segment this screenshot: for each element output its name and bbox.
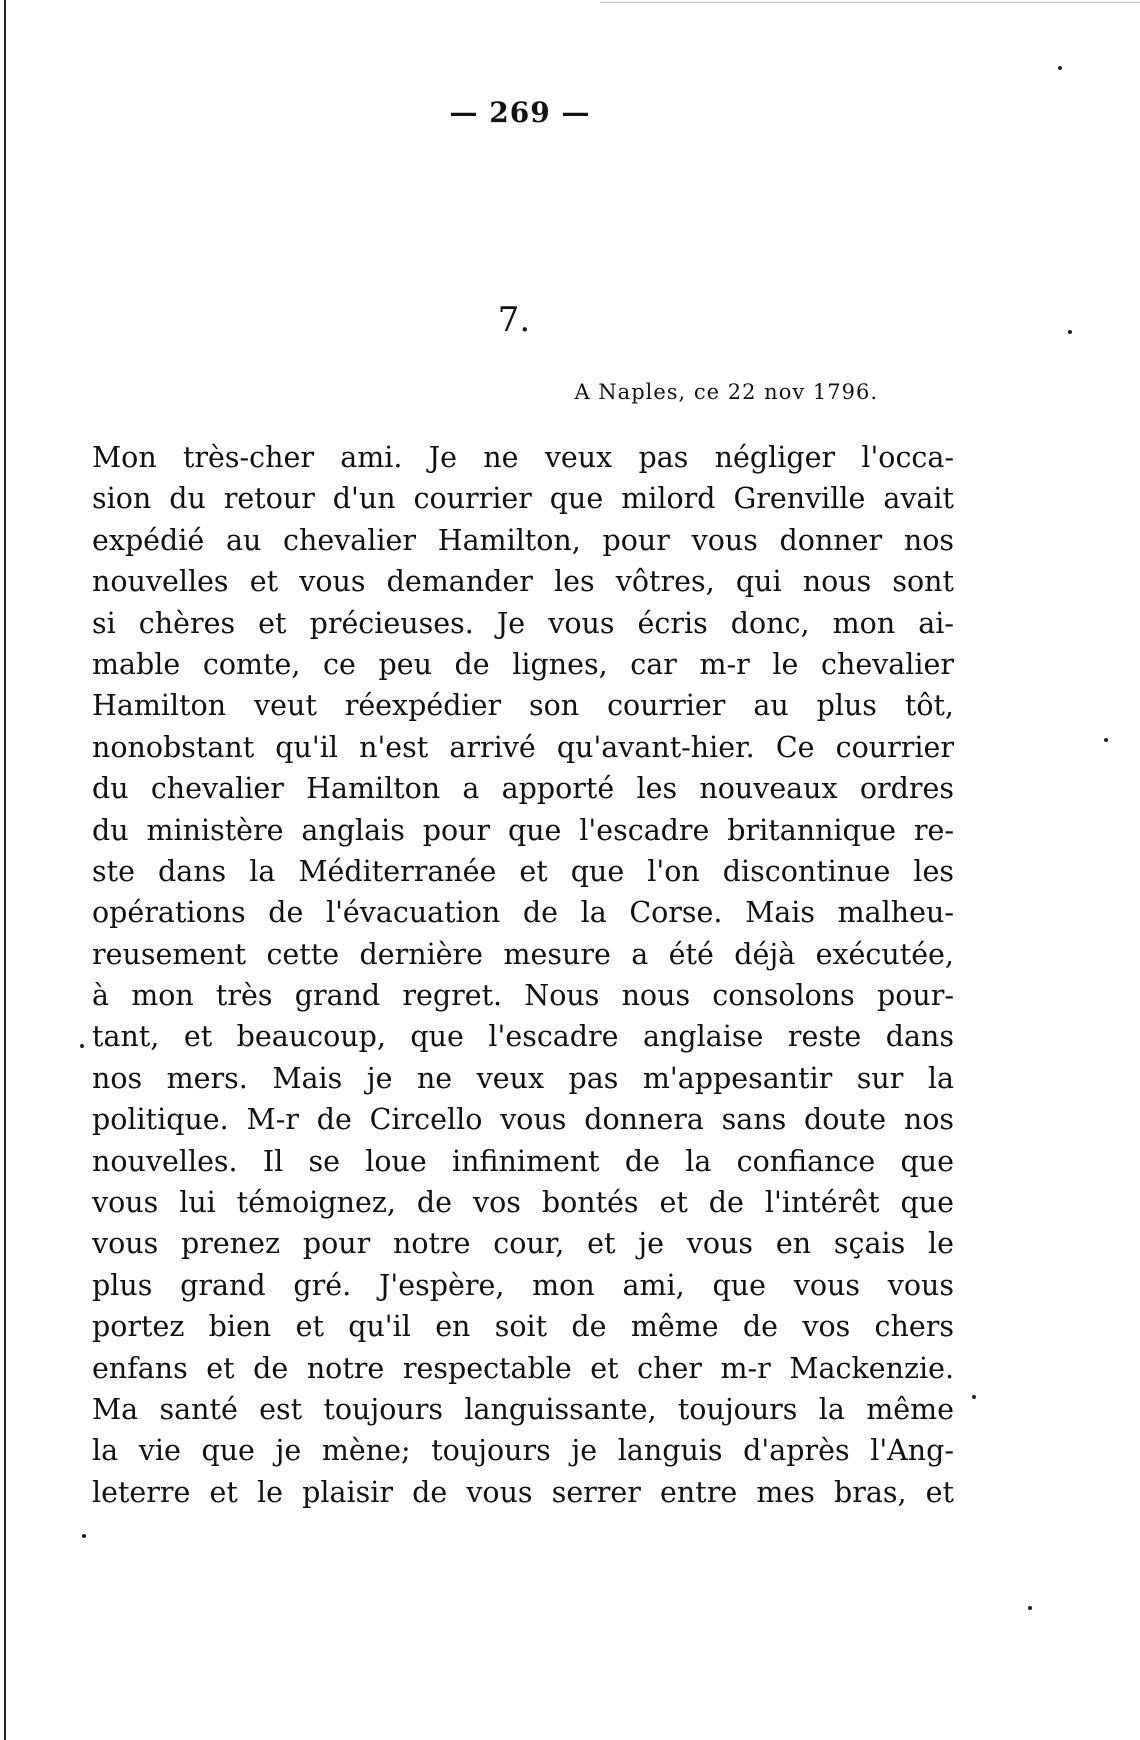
text-line: ste dans la Méditerranée et que l'on discontinue les <box>92 854 954 888</box>
text-line: nos mers. Mais je ne veux pas m'appesantir sur la <box>92 1061 954 1095</box>
text-line: vous lui témoignez, de vos bontés et de l'intérêt que <box>92 1186 954 1220</box>
letter-dateline: A Naples, ce 22 nov 1796. <box>574 380 878 404</box>
text-line: vous prenez pour notre cour, et je vous en sçais le <box>92 1227 954 1261</box>
text-line: la vie que je mène; toujours je languis d'après l'Ang- <box>92 1434 954 1468</box>
text-line: reusement cette dernière mesure a été déjà exécutée, <box>92 937 954 971</box>
text-line: du ministère anglais pour que l'escadre britannique re- <box>92 813 954 847</box>
letter-body <box>92 437 954 1513</box>
text-line: à mon très grand regret. Nous nous consolons pour- <box>92 979 954 1013</box>
text-line: expédié au chevalier Hamilton, pour vous donner nos <box>92 523 954 557</box>
text-line: Hamilton veut réexpédier son courrier au plus tôt, <box>92 689 954 723</box>
text-line: enfans et de notre respectable et cher m-r Mackenzie. <box>92 1351 954 1385</box>
page-edge-left <box>4 0 6 1740</box>
text-line: Mon très-cher ami. Je ne veux pas négliger l'occa- <box>92 441 954 474</box>
text-line: plus grand gré. J'espère, mon ami, que vous vous <box>92 1268 954 1302</box>
letter-number: 7. <box>497 300 531 340</box>
page-number: — 269 — <box>449 96 591 129</box>
text-line: portez bien et qu'il en soit de même de vos chers <box>92 1310 954 1344</box>
text-line: nouvelles et vous demander les vôtres, qui nous sont <box>92 565 954 599</box>
text-line: sion du retour d'un courrier que milord Grenville avait <box>92 482 954 516</box>
text-line: politique. M-r de Circello vous donnera sans doute nos <box>92 1103 954 1137</box>
text-line: leterre et le plaisir de vous serrer entre mes bras, et <box>92 1475 954 1509</box>
ink-speck <box>80 1044 84 1048</box>
text-line: Ma santé est toujours languissante, toujours la même <box>92 1392 954 1426</box>
ink-speck <box>1028 1606 1032 1610</box>
ink-speck <box>1104 738 1108 742</box>
ink-speck <box>1068 330 1072 334</box>
ink-speck <box>1058 66 1062 70</box>
text-line: nouvelles. Il se loue infiniment de la confiance que <box>92 1144 954 1178</box>
text-line: mable comte, ce peu de lignes, car m-r le chevalier <box>92 647 954 681</box>
text-line: nonobstant qu'il n'est arrivé qu'avant-hier. Ce courrier <box>92 730 954 764</box>
ink-speck <box>972 1395 976 1399</box>
ink-speck <box>82 1534 86 1538</box>
text-line: du chevalier Hamilton a apporté les nouveaux ordres <box>92 772 954 806</box>
text-line: si chères et précieuses. Je vous écris donc, mon ai- <box>92 606 954 640</box>
text-line: tant, et beaucoup, que l'escadre anglaise reste dans <box>92 1020 954 1054</box>
text-line: opérations de l'évacuation de la Corse. Mais malheu- <box>92 896 954 930</box>
page-edge-top <box>600 2 1140 3</box>
